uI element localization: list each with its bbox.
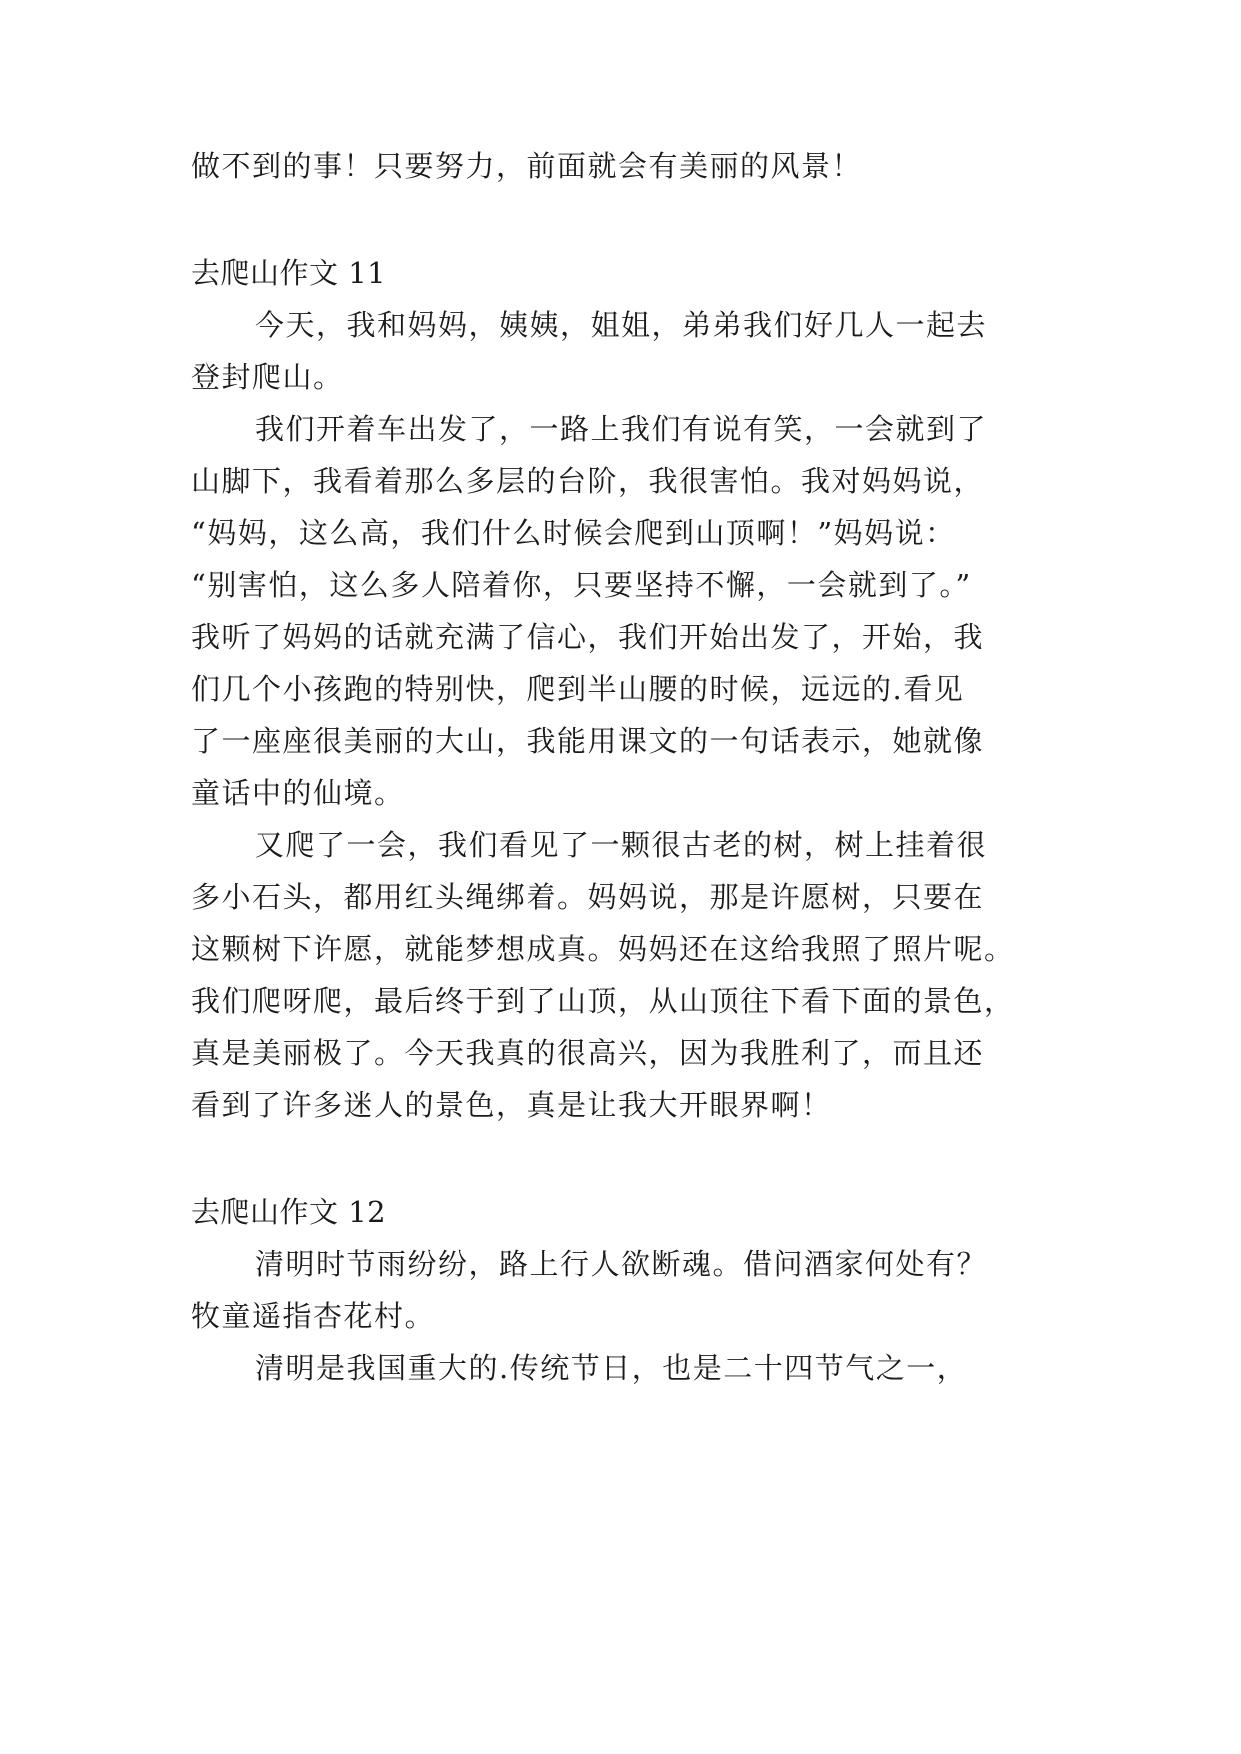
paragraph-line: “妈妈，这么高，我们什么时候会爬到山顶啊！”妈妈说： [191,516,956,550]
paragraph-line: 我听了妈妈的话就充满了信心，我们开始出发了，开始，我 [191,620,985,654]
paragraph-line: 我们开着车出发了，一路上我们有说有笑，一会就到了 [255,412,988,446]
section-11-heading: 去爬山作文 11 [191,256,387,290]
paragraph-line: 清明时节雨纷纷，路上行人欲断魂。借问酒家何处有？ [255,1247,988,1281]
paragraph-line: 真是美丽极了。今天我真的很高兴，因为我胜利了，而且还 [191,1036,985,1070]
section-12-heading: 去爬山作文 12 [191,1195,387,1229]
paragraph-line: 我们爬呀爬，最后终于到了山顶，从山顶往下看下面的景色， [191,984,1015,1018]
paragraph-line: 又爬了一会，我们看见了一颗很古老的树，树上挂着很 [255,828,988,862]
paragraph-line: 山脚下，我看着那么多层的台阶，我很害怕。我对妈妈说， [191,464,985,498]
paragraph-line: “别害怕，这么多人陪着你，只要坚持不懈，一会就到了。” [191,568,972,602]
paragraph-line: 登封爬山。 [191,360,344,394]
paragraph-line: 今天，我和妈妈，姨姨，姐姐，弟弟我们好几人一起去 [255,308,988,342]
paragraph-line: 这颗树下许愿，就能梦想成真。妈妈还在这给我照了照片呢。 [191,932,1015,966]
paragraph-line: 童话中的仙境。 [191,776,405,810]
paragraph-continuation-line: 做不到的事！只要努力，前面就会有美丽的风景！ [191,149,863,183]
paragraph-line: 看到了许多迷人的景色，真是让我大开眼界啊！ [191,1088,832,1122]
paragraph-line: 了一座座很美丽的大山，我能用课文的一句话表示，她就像 [191,724,985,758]
paragraph-line: 清明是我国重大的.传统节日，也是二十四节气之一， [255,1351,968,1385]
paragraph-line: 牧童遥指杏花村。 [191,1299,436,1333]
paragraph-line: 们几个小孩跑的特别快，爬到半山腰的时候，远远的.看见 [191,672,965,706]
paragraph-line: 多小石头，都用红头绳绑着。妈妈说，那是许愿树，只要在 [191,880,985,914]
